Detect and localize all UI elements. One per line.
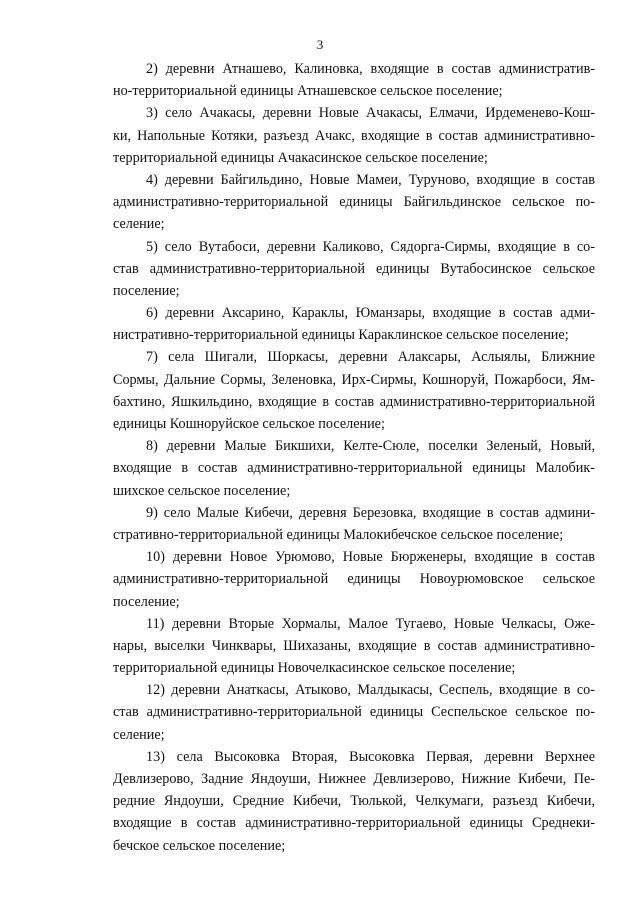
paragraph-line: 5) село Вутабоси, деревни Каликово, Сядорга-Сирмы, входящие в со-	[146, 238, 595, 255]
list-item-paragraph	[113, 102, 595, 169]
list-item-paragraph	[113, 169, 595, 236]
paragraph-line: территориальной единицы Новочелкасинское сельское поселение;	[113, 660, 516, 677]
page-number: 3	[316, 37, 324, 52]
paragraph-line: 7) села Шигали, Шоркасы, деревни Алаксары, Аслыялы, Ближние	[146, 349, 595, 366]
paragraph-line: единицы Кошноруйское сельское поселение;	[113, 416, 385, 432]
paragraph-line: поселение;	[113, 282, 180, 299]
paragraph-line: входящие в состав административно-территориальной единицы Малобик-	[113, 460, 595, 477]
paragraph-line: входящие в состав административно-территориальной единицы Среднеки-	[113, 815, 595, 832]
paragraph-line: 13) села Высоковка Вторая, Высоковка Первая, деревни Верхнее	[146, 748, 595, 765]
paragraph-line: 2) деревни Атнашево, Калиновка, входящие в состав административ-	[146, 61, 595, 77]
paragraph-line: 8) деревни Малые Бикшихи, Келте-Сюле, поселки Зеленый, Новый,	[146, 438, 595, 455]
paragraph-line: бечское сельское поселение;	[113, 837, 286, 854]
paragraph-line: административно-территориальной единицы Байгильдинское сельское по-	[113, 194, 595, 211]
document-body	[113, 58, 595, 857]
paragraph-line: Девлизерово, Задние Яндоуши, Нижнее Девлизерово, Нижние Кибечи, Пе-	[113, 771, 595, 787]
paragraph-line: бахтино, Яшкильдино, входящие в состав административно-территориальной	[113, 393, 595, 410]
paragraph-line: стративно-территориальной единицы Малокибечское сельское поселение;	[113, 526, 564, 543]
paragraph-line: территориальной единицы Ачакасинское сельское поселение;	[113, 149, 488, 166]
list-item-paragraph	[113, 302, 595, 346]
paragraph-line: 12) деревни Анаткасы, Атыково, Малдыкасы, Сеспель, входящие в со-	[146, 682, 595, 699]
paragraph-line: нары, выселки Чинквары, Шихазаны, входящие в состав административно-	[113, 637, 595, 654]
list-item-paragraph	[113, 435, 595, 502]
list-item-paragraph	[113, 613, 595, 680]
paragraph-line: шихское сельское поселение;	[113, 482, 291, 499]
paragraph-line: 6) деревни Аксарино, Караклы, Юманзары, входящие в состав адми-	[146, 305, 595, 322]
paragraph-line: 11) деревни Вторые Хормалы, Малое Тугаево, Новые Челкасы, Оже-	[146, 615, 595, 632]
paragraph-line: нистративно-территориальной единицы Караклинское сельское поселение;	[113, 327, 569, 344]
paragraph-line: став административно-территориальной единицы Сеспельское сельское по-	[113, 704, 595, 721]
paragraph-line: став административно-территориальной единицы Вутабосинское сельское	[113, 260, 595, 277]
paragraph-line: селение;	[113, 726, 165, 743]
paragraph-line: поселение;	[113, 593, 180, 610]
list-item-paragraph	[113, 346, 595, 435]
list-item-paragraph	[113, 58, 595, 102]
paragraph-line: 3) село Ачакасы, деревни Новые Ачакасы, Елмачи, Ирдеменево-Кош-	[146, 105, 595, 122]
paragraph-line: селение;	[113, 216, 165, 233]
paragraph-line: ки, Напольные Котяки, разъезд Ачакс, входящие в состав административно-	[113, 127, 595, 144]
list-item-paragraph	[113, 546, 595, 613]
paragraph-line: 10) деревни Новое Урюмово, Новые Бюрженеры, входящие в состав	[146, 549, 595, 566]
list-item-paragraph	[113, 746, 595, 857]
paragraph-line: 9) село Малые Кибечи, деревня Березовка, входящие в состав админи-	[146, 504, 595, 521]
paragraph-line: Сормы, Дальние Сормы, Зеленовка, Ирх-Сирмы, Кошноруй, Пожарбоси, Ям-	[113, 371, 595, 388]
list-item-paragraph	[113, 236, 595, 303]
paragraph-line: административно-территориальной единицы Новоурюмовское сельское	[113, 571, 595, 588]
paragraph-line: редние Яндоуши, Средние Кибечи, Тюлькой, Челкумаги, разъезд Кибечи,	[113, 793, 595, 810]
paragraph-line: но-территориальной единицы Атнашевское сельское поселение;	[113, 83, 503, 100]
list-item-paragraph	[113, 679, 595, 746]
paragraph-line: 4) деревни Байгильдино, Новые Мамеи, Туруново, входящие в состав	[146, 171, 595, 188]
list-item-paragraph	[113, 502, 595, 546]
